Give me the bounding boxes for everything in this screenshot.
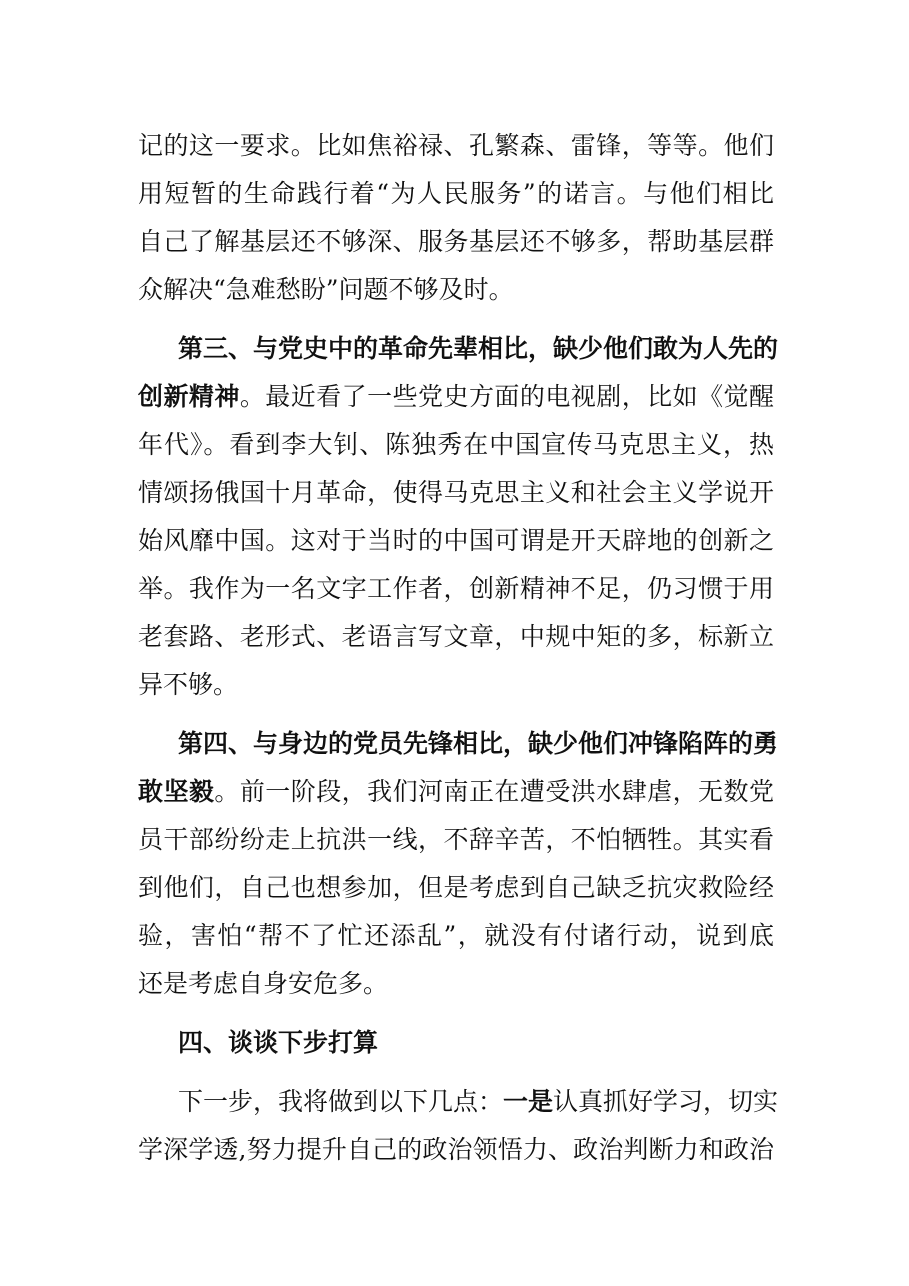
section-heading xyxy=(138,1019,774,1067)
text-segment: 记的这一要求。比如焦裕禄、孔繁森、雷锋，等等。他们 xyxy=(138,131,774,160)
text-segment: 。最近看了一些党史方面的电视剧，比如《觉醒 xyxy=(239,382,774,411)
text-segment: 众解决“急难愁盼”问题不够及时。 xyxy=(138,275,514,304)
text-segment: 用短暂的生命践行着“为人民服务”的诺言。与他们相比 xyxy=(138,179,774,208)
body-line-15 xyxy=(138,816,774,864)
body-line-7 xyxy=(138,421,774,469)
text-segment: 始风靡中国。这对于当时的中国可谓是开天辟地的创新之 xyxy=(138,526,774,555)
text-segment: 自己了解基层还不够深、服务基层还不够多，帮助基层群 xyxy=(138,227,774,256)
body-line-2 xyxy=(138,170,774,218)
body-line-1 xyxy=(138,122,774,170)
text-segment: 认真抓好学习，切实 xyxy=(553,1087,779,1116)
text-segment: 举。我作为一名文字工作者，创新精神不足，仍习惯于用 xyxy=(138,574,774,603)
body-line-16 xyxy=(138,864,774,912)
text-segment: 年代》。看到李大钊、陈独秀在中国宣传马克思主义，热 xyxy=(138,430,774,459)
bold-heading-segment: 创新精神 xyxy=(138,382,240,411)
body-line-8 xyxy=(138,469,774,517)
bold-inline-segment: 一是 xyxy=(503,1087,554,1116)
body-line-14 xyxy=(138,768,774,816)
text-segment: 。前一阶段，我们河南正在遭受洪水肆虐，无数党 xyxy=(214,777,774,806)
body-line-20 xyxy=(138,1078,779,1126)
body-line-13 xyxy=(138,720,779,768)
bold-heading-segment: 第三、与党史中的革命先辈相比，缺少他们敢为人先的 xyxy=(178,334,779,363)
body-line-4 xyxy=(138,266,774,314)
section-heading-text: 四、谈谈下步打算 xyxy=(178,1028,379,1057)
text-segment: 情颂扬俄国十月革命，使得马克思主义和社会主义学说开 xyxy=(138,478,774,507)
text-segment: 还是考虑自身安危多。 xyxy=(138,969,389,998)
body-line-11 xyxy=(138,613,774,661)
bold-heading-segment: 敢坚毅 xyxy=(138,777,215,806)
body-line-5 xyxy=(138,325,779,373)
body-line-17 xyxy=(138,912,774,960)
body-line-21 xyxy=(138,1126,774,1174)
text-segment: 老套路、老形式、老语言写文章，中规中矩的多，标新立 xyxy=(138,622,774,651)
body-line-12 xyxy=(138,661,774,709)
body-line-10 xyxy=(138,565,774,613)
document-body xyxy=(138,122,779,1174)
text-segment: 学深学透,努力提升自己的政治领悟力、政治判断力和政治 xyxy=(138,1135,774,1164)
body-line-3 xyxy=(138,218,774,266)
text-segment: 下一步，我将做到以下几点： xyxy=(178,1087,504,1116)
text-segment: 员干部纷纷走上抗洪一线，不辞辛苦，不怕牺牲。其实看 xyxy=(138,825,774,854)
body-line-9 xyxy=(138,517,774,565)
body-line-18 xyxy=(138,960,774,1008)
bold-heading-segment: 第四、与身边的党员先锋相比，缺少他们冲锋陷阵的勇 xyxy=(178,729,779,758)
body-line-6 xyxy=(138,373,774,421)
text-segment: 验，害怕“帮不了忙还添乱”，就没有付诸行动，说到底 xyxy=(138,921,774,950)
text-segment: 到他们，自己也想参加，但是考虑到自己缺乏抗灾救险经 xyxy=(138,873,774,902)
text-segment: 异不够。 xyxy=(138,670,239,699)
